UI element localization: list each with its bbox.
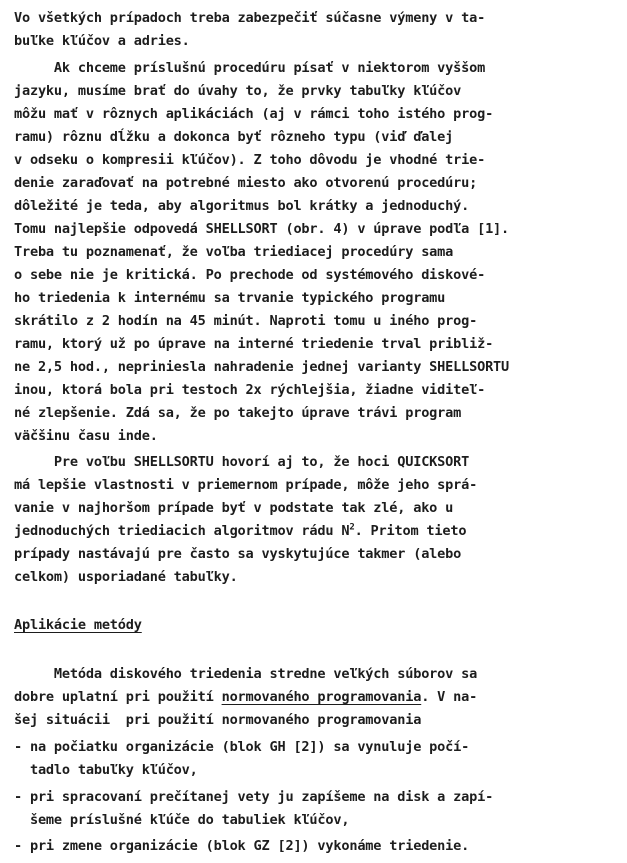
text-line: ramu) rôznu dĺžku a dokonca byť rôzneho typu (viď ďalej [14, 129, 454, 145]
text-line: v odseku o kompresii kľúčov). Z toho dôvodu je vhodné trie- [14, 152, 486, 168]
text-line: šej situácii pri použití normovaného programovania [14, 712, 422, 728]
text-line: jazyku, musíme brať do úvahy to, že prvky tabuľky kľúčov [14, 83, 462, 99]
text-line: ramu, ktorý už po úprave na interné triedenie trval približ- [14, 336, 494, 352]
text-line: Pre voľbu SHELLSORTU hovorí aj to, že hoci QUICKSORT [14, 454, 470, 470]
text-segment: . Pritom tieto [354, 523, 467, 539]
list-item: - pri spracovaní prečítanej vety ju zapíšeme na disk a zapí- [14, 789, 494, 805]
text-line: Tomu najlepšie odpovedá SHELLSORT (obr. 4) v úprave podľa [1]. [14, 221, 510, 237]
text-line: môžu mať v rôznych aplikáciách (aj v rámci toho istého prog- [14, 106, 494, 122]
text-segment: dobre uplatní pri použití [14, 689, 222, 705]
text-line: buľke kľúčov a adries. [14, 33, 190, 49]
text-line: dôležité je teda, aby algoritmus bol krátky a jednoduchý. [14, 198, 470, 214]
superscript: 2 [349, 522, 355, 533]
text-line: Vo všetkých prípadoch treba zabezpečiť súčasne výmeny v ta- [14, 10, 486, 26]
text-line [14, 687, 477, 707]
text-line [14, 521, 466, 541]
list-item: - pri zmene organizácie (blok GZ [2]) vykonáme triedenie. [14, 838, 470, 854]
list-item-continuation: tadlo tabuľky kľúčov, [14, 762, 198, 778]
text-line: o sebe nie je kritická. Po prechode od systémového diskové- [14, 267, 486, 283]
text-line: má lepšie vlastnosti v priemernom prípade, môže jeho sprá- [14, 477, 478, 493]
text-line: prípady nastávajú pre často sa vyskytujúce takmer (alebo [14, 546, 462, 562]
list-item: - na počiatku organizácie (blok GH [2]) sa vynuluje počí- [14, 739, 470, 755]
text-line: Metóda diskového triedenia stredne veľkých súborov sa [14, 666, 478, 682]
text-line: celkom) usporiadané tabuľky. [14, 569, 238, 585]
text-segment: jednoduchých triediacich algoritmov rádu N [14, 523, 350, 539]
section-heading: Aplikácie metódy [14, 617, 142, 633]
text-line: né zlepšenie. Zdá sa, že po takejto úprave trávi program [14, 405, 462, 421]
underlined-phrase: normovaného programovania [221, 689, 422, 705]
text-line: väčšinu času inde. [14, 428, 158, 444]
text-segment: . V na- [421, 689, 478, 705]
text-line: vanie v najhoršom prípade byť v podstate tak zlé, ako u [14, 500, 454, 516]
list-item-continuation: šeme príslušné kľúče do tabuliek kľúčov, [14, 812, 350, 828]
text-line: Ak chceme príslušnú procedúru písať v niektorom vyššom [14, 60, 486, 76]
text-line: inou, ktorá bola pri testoch 2x rýchlejšia, žiadne viditeľ- [14, 382, 486, 398]
text-line: Treba tu poznamenať, že voľba triediacej procedúry sama [14, 244, 454, 260]
text-line: skrátilo z 2 hodín na 45 minút. Naproti tomu u iného prog- [14, 313, 478, 329]
text-line: ho triedenia k internému sa trvanie typického programu [14, 290, 446, 306]
text-line: ne 2,5 hod., nepriniesla nahradenie jednej varianty SHELLSORTU [14, 359, 510, 375]
text-line: denie zaraďovať na potrebné miesto ako otvorenú procedúru; [14, 175, 478, 191]
